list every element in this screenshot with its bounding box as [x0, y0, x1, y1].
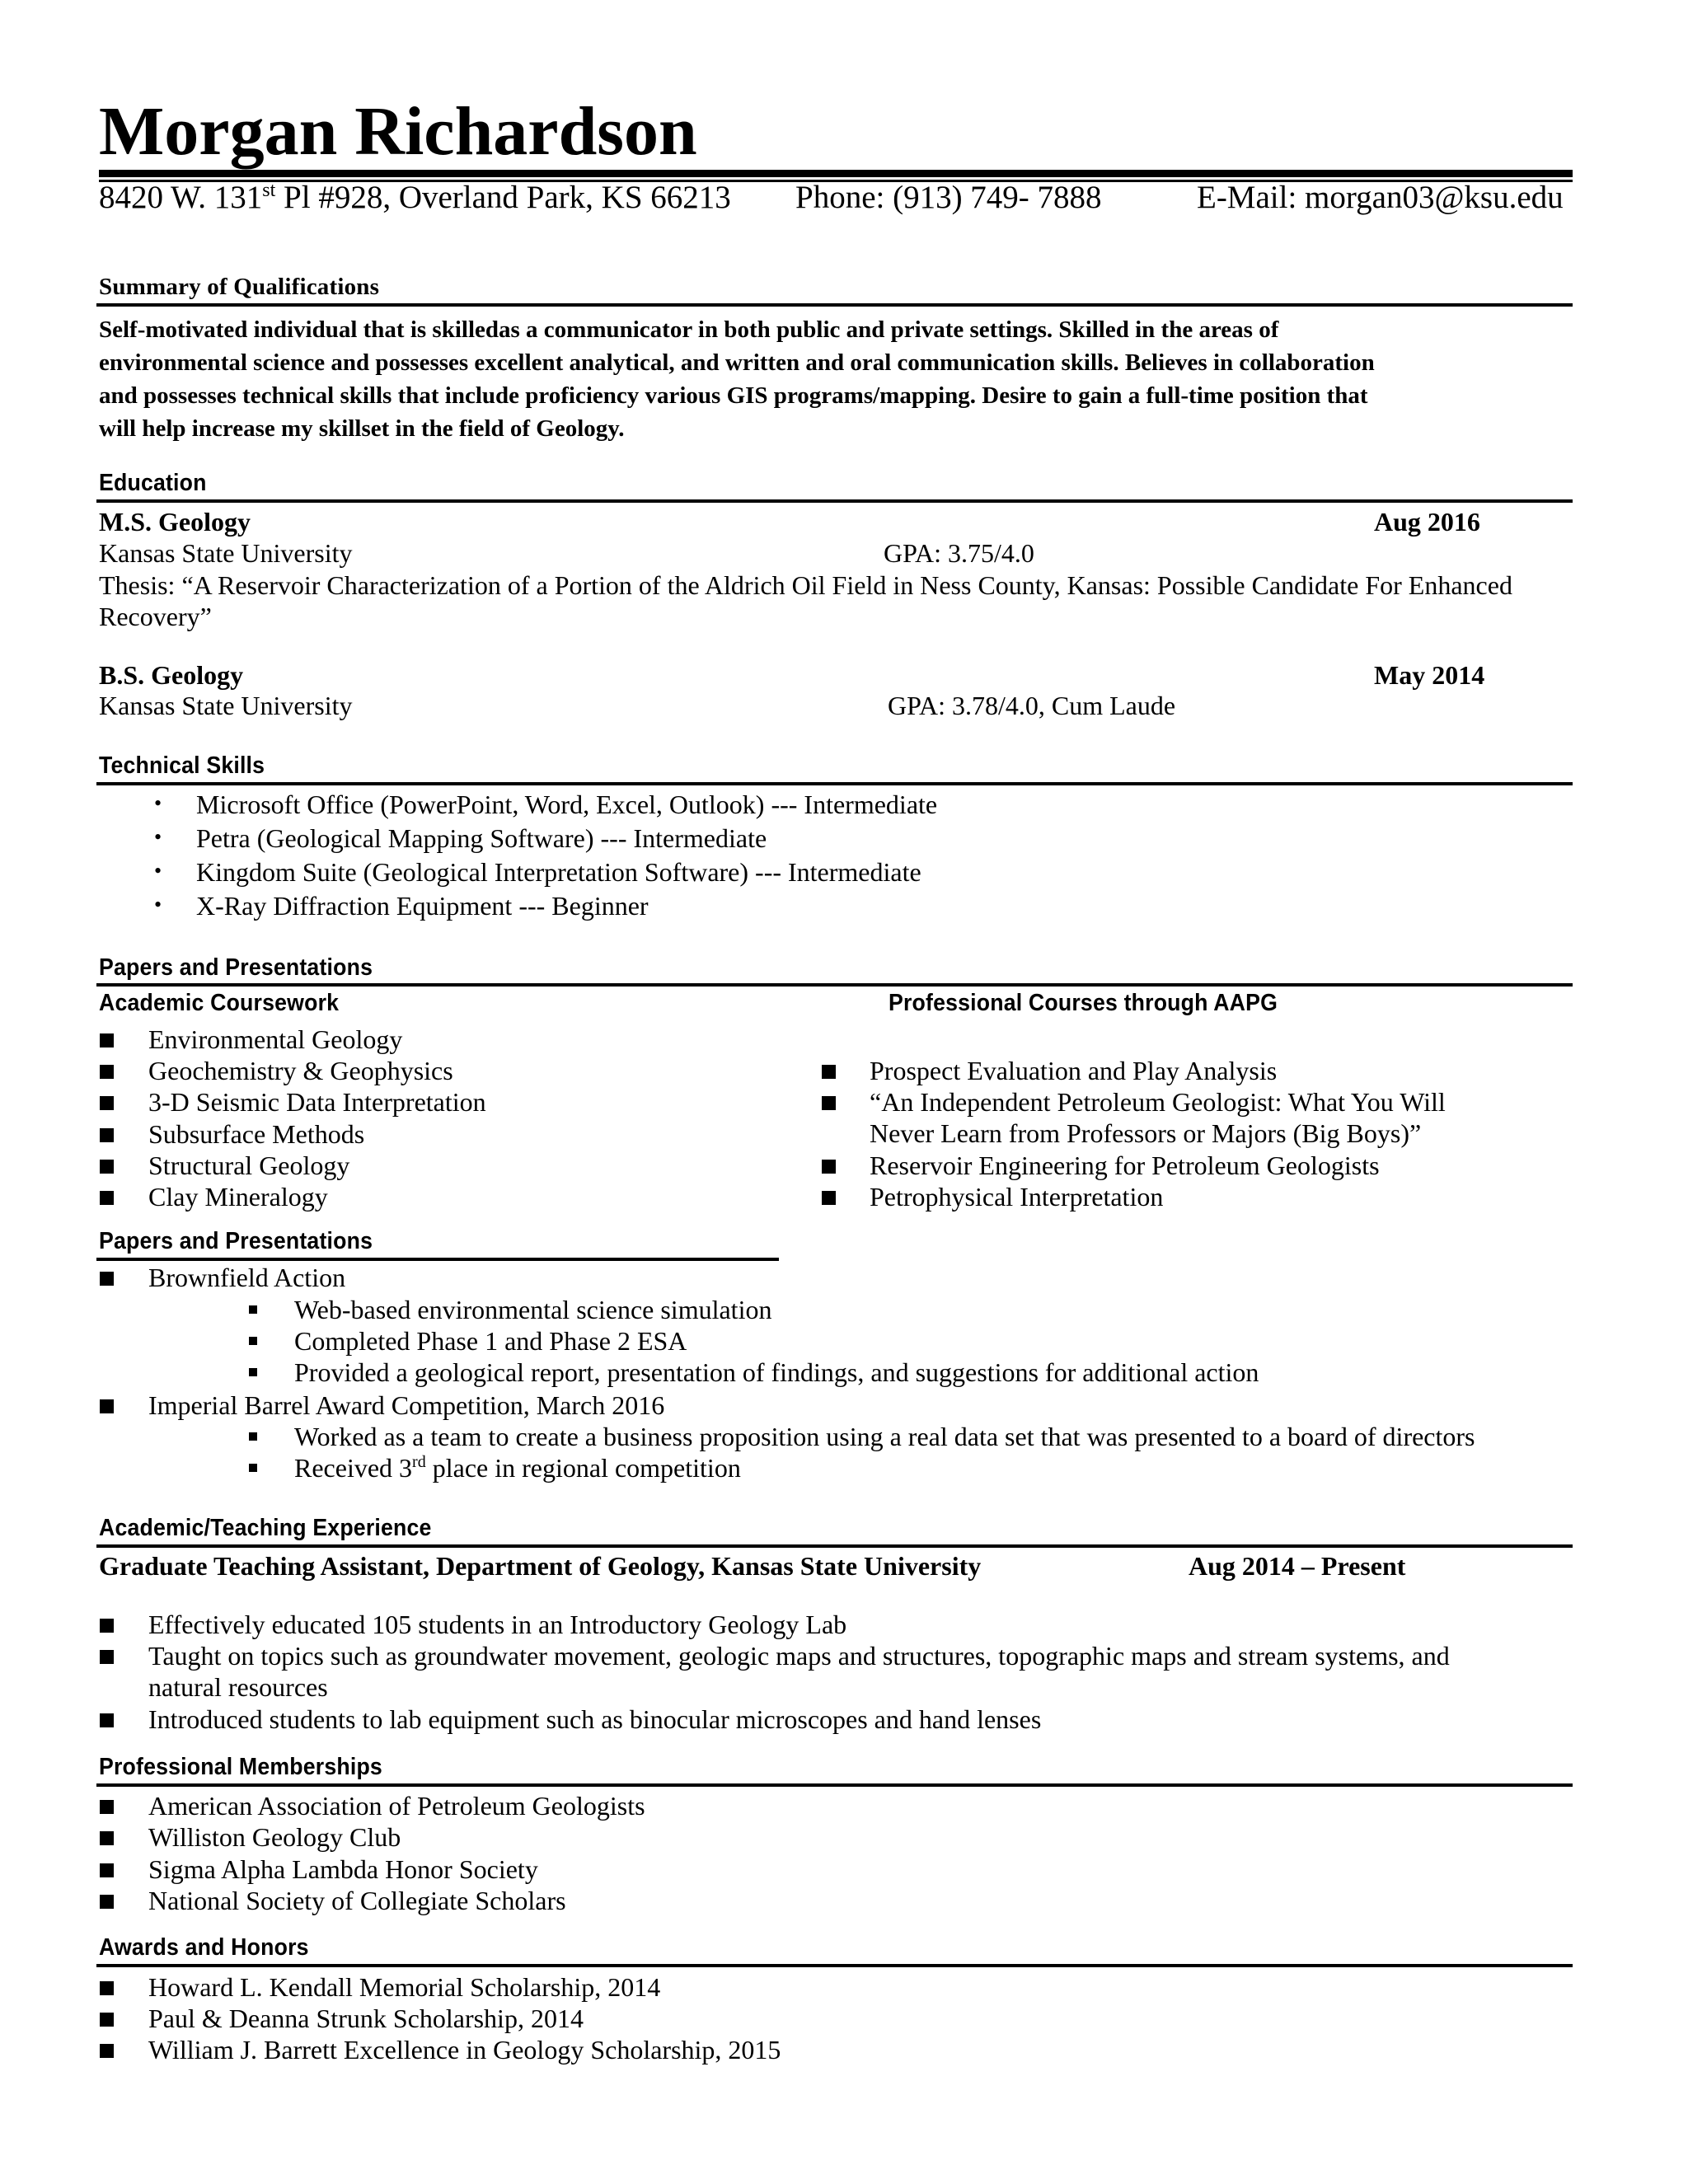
paper-item: Imperial Barrel Award Competition, March 2016 [148, 1390, 665, 1420]
sub-bullet [249, 1337, 257, 1345]
skill-item: Petra (Geological Mapping Software) --- Intermediate [196, 823, 767, 853]
ms-date: Aug 2016 [1374, 507, 1480, 537]
teaching-item: Taught on topics such as groundwater movement, geologic maps and structures, topographic maps and stream systems, and [148, 1641, 1450, 1671]
sub-bullet [249, 1464, 257, 1472]
section-title-summary: Summary of Qualifications [99, 274, 380, 300]
square-bullet [100, 1160, 114, 1174]
bs-gpa: GPA: 3.78/4.0, Cum Laude [888, 691, 1176, 720]
square-bullet [100, 1831, 114, 1845]
ms-school: Kansas State University [99, 538, 353, 568]
course-item: Geochemistry & Geophysics [148, 1056, 453, 1085]
course-item: 3-D Seismic Data Interpretation [148, 1087, 486, 1117]
teaching-item: natural resources [148, 1672, 328, 1702]
bullet-dot: • [154, 859, 162, 883]
square-bullet [100, 1863, 114, 1877]
section-rule-papers [96, 1258, 779, 1261]
square-bullet [100, 1272, 114, 1286]
paper-sub-item: Web-based environmental science simulation [294, 1295, 772, 1324]
summary-paragraph [99, 313, 1573, 445]
candidate-name: Morgan Richardson [99, 93, 697, 170]
teaching-dates: Aug 2014 – Present [1189, 1551, 1406, 1581]
section-title-education: Education [99, 470, 207, 496]
square-bullet [100, 1065, 114, 1079]
bullet-dot: • [154, 893, 162, 916]
bs-school: Kansas State University [99, 691, 353, 720]
paper-sub-item: Worked as a team to create a business proposition using a real data set that was presented to a board of directors [294, 1422, 1475, 1451]
skill-item: Kingdom Suite (Geological Interpretation Software) --- Intermediate [196, 857, 921, 887]
ms-degree: M.S. Geology [99, 507, 251, 537]
summary-line: environmental science and possesses excellent analytical, and written and oral communication skills. Believes in collaboration [99, 349, 1375, 376]
summary-line: and possesses technical skills that include proficiency various GIS programs/mapping. Desire to gain a full-time position that [99, 382, 1368, 409]
award-item: Howard L. Kendall Memorial Scholarship, 2014 [148, 1972, 661, 2002]
skill-item: X-Ray Diffraction Equipment --- Beginner [196, 891, 649, 921]
ms-gpa: GPA: 3.75/4.0 [884, 538, 1034, 568]
professional-course-item: Never Learn from Professors or Majors (Big Boys)” [870, 1118, 1422, 1148]
square-bullet [100, 1128, 114, 1142]
membership-item: Sigma Alpha Lambda Honor Society [148, 1854, 538, 1884]
square-bullet [100, 2044, 114, 2058]
bs-date: May 2014 [1374, 660, 1485, 690]
academic-coursework-title: Academic Coursework [99, 990, 340, 1016]
square-bullet [822, 1096, 836, 1110]
section-rule-awards [96, 1964, 1573, 1967]
section-title-teaching: Academic/Teaching Experience [99, 1515, 432, 1541]
square-bullet [100, 1399, 114, 1413]
address-line: 8420 W. 131st Pl #928, Overland Park, KS 66213 [99, 180, 731, 215]
section-title-papers: Papers and Presentations [99, 1228, 373, 1254]
paper-item: Brownfield Action [148, 1263, 346, 1292]
square-bullet [100, 1800, 114, 1814]
membership-item: American Association of Petroleum Geologists [148, 1791, 645, 1821]
section-rule-teaching [96, 1544, 1573, 1548]
phone-number: Phone: (913) 749- 7888 [795, 180, 1102, 215]
section-rule-coursework [96, 983, 1573, 987]
section-rule-summary [96, 303, 1573, 307]
section-title-memberships: Professional Memberships [99, 1754, 382, 1780]
square-bullet [100, 1619, 114, 1633]
square-bullet [100, 1713, 114, 1727]
bs-degree: B.S. Geology [99, 660, 244, 690]
professional-course-item: Prospect Evaluation and Play Analysis [870, 1056, 1278, 1085]
square-bullet [822, 1160, 836, 1174]
section-title-coursework: Papers and Presentations [99, 954, 373, 981]
paper-sub-item: Completed Phase 1 and Phase 2 ESA [294, 1326, 687, 1356]
professional-course-item: Petrophysical Interpretation [870, 1182, 1164, 1212]
section-rule-technical-skills [96, 782, 1573, 785]
skill-item: Microsoft Office (PowerPoint, Word, Excel, Outlook) --- Intermediate [196, 790, 938, 819]
section-rule-education [96, 499, 1573, 503]
thesis-line: Recovery” [99, 602, 212, 631]
square-bullet [822, 1065, 836, 1079]
section-title-technical-skills: Technical Skills [99, 752, 265, 779]
paper-sub-item: Provided a geological report, presentation of findings, and suggestions for additional action [294, 1357, 1259, 1387]
course-item: Clay Mineralogy [148, 1182, 328, 1212]
bullet-dot: • [154, 825, 162, 849]
header-rule-thick [99, 170, 1573, 177]
teaching-role: Graduate Teaching Assistant, Department of Geology, Kansas State University [99, 1551, 982, 1581]
square-bullet [100, 1981, 114, 1995]
square-bullet [100, 1033, 114, 1047]
sub-bullet [249, 1305, 257, 1314]
membership-item: National Society of Collegiate Scholars [148, 1886, 566, 1915]
award-item: Paul & Deanna Strunk Scholarship, 2014 [148, 2004, 584, 2033]
award-item: William J. Barrett Excellence in Geology Scholarship, 2015 [148, 2035, 781, 2064]
summary-line: Self-motivated individual that is skilledas a communicator in both public and private settings. Skilled in the areas of [99, 316, 1279, 343]
course-item: Subsurface Methods [148, 1119, 365, 1149]
section-rule-memberships [96, 1783, 1573, 1787]
bullet-dot: • [154, 791, 162, 815]
section-title-awards: Awards and Honors [99, 1934, 309, 1961]
square-bullet [100, 1096, 114, 1110]
email-address: E-Mail: morgan03@ksu.edu [1197, 180, 1564, 215]
course-item: Structural Geology [148, 1151, 350, 1180]
summary-line: will help increase my skillset in the field of Geology. [99, 415, 625, 442]
professional-course-item: Reservoir Engineering for Petroleum Geologists [870, 1151, 1380, 1180]
teaching-item: Effectively educated 105 students in an Introductory Geology Lab [148, 1610, 847, 1639]
course-item: Environmental Geology [148, 1024, 403, 1054]
teaching-item: Introduced students to lab equipment such as binocular microscopes and hand lenses [148, 1704, 1042, 1734]
square-bullet [100, 2013, 114, 2027]
sub-bullet [249, 1432, 257, 1441]
thesis-line: Thesis: “A Reservoir Characterization of a Portion of the Aldrich Oil Field in Ness County, Kansas: Possible Candidate For Enhanced [99, 570, 1512, 600]
professional-course-item: “An Independent Petroleum Geologist: What You Will [870, 1087, 1446, 1117]
square-bullet [100, 1191, 114, 1205]
membership-item: Williston Geology Club [148, 1822, 401, 1852]
square-bullet [822, 1191, 836, 1205]
sub-bullet [249, 1368, 257, 1376]
paper-sub-item: Received 3rd place in regional competition [294, 1453, 741, 1483]
professional-courses-title: Professional Courses through AAPG [889, 990, 1278, 1016]
square-bullet [100, 1895, 114, 1909]
square-bullet [100, 1650, 114, 1664]
